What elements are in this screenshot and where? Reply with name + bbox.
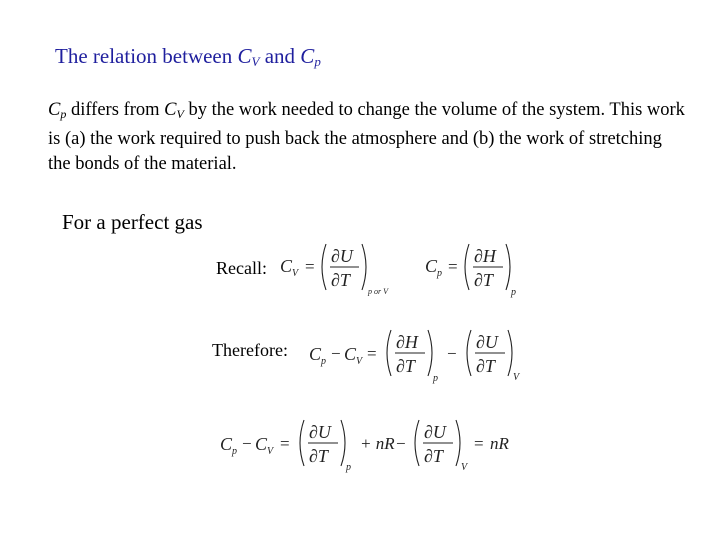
para-cp: C [48,100,61,120]
feq-plus-nr: + nR [360,434,395,453]
feq-equals: = [280,434,290,453]
teq-right-paren-2 [508,330,512,376]
para-cv-sub: V [176,107,184,121]
recall-label: Recall: [216,258,267,278]
feq-cp-sub: p [232,446,237,457]
eq1-left-paren [322,244,326,290]
therefore-label: Therefore: [212,340,288,360]
title-and: and [259,44,301,68]
para-cp-sub: p [60,107,67,121]
eq2-left-paren [465,244,469,290]
eq2-right-paren [506,244,510,290]
feq-cv: C [255,434,268,454]
explanation-paragraph [48,98,688,177]
para-text-2: by the work needed to change the volume of the system. This work is (a) the work required to push back the atmosphere and (b) the work of stretching the bonds of the material. [48,100,685,174]
teq-minus: − [331,344,341,363]
page-title [55,44,321,70]
feq-right-paren-2 [456,420,460,466]
cp-definition-equation [423,238,533,298]
feq-cp: C [220,434,233,454]
teq-num1: ∂H [396,332,418,352]
teq-cp: C [309,344,322,364]
teq-left-paren-1 [387,330,391,376]
feq-left-paren-2 [415,420,419,466]
teq-den1: ∂T [396,356,415,376]
teq-sub1: p [433,373,438,384]
eq1-lhs-sub: V [292,268,299,279]
eq2-lhs-sub: p [437,268,442,279]
teq-right-paren-1 [428,330,432,376]
feq-right-paren-1 [341,420,345,466]
teq-cv-sub: V [356,356,363,367]
feq-equals-2: = [474,434,484,453]
teq-left-paren-2 [467,330,471,376]
teq-cv: C [344,344,357,364]
teq-equals: = [367,344,377,363]
teq-den2: ∂T [476,356,495,376]
feq-rhs: nR [490,434,509,453]
feq-sub2: V [461,462,468,473]
teq-cp-sub: p [321,356,326,367]
title-cp-sub: p [314,54,321,69]
cv-definition-equation [278,238,408,298]
para-cv: C [164,100,177,120]
eq1-right-paren [362,244,366,290]
eq1-numerator: ∂U [331,246,353,266]
para-text-1: differs from [66,100,165,120]
feq-sub1: p [346,462,351,473]
teq-minus-2: − [447,344,457,363]
title-cv: C [237,44,252,68]
teq-sub2: V [513,372,520,383]
therefore-equation [307,322,527,384]
feq-cv-sub: V [267,446,274,457]
title-cv-sub: V [251,54,260,69]
teq-num2: ∂U [476,332,498,352]
title-cp: C [300,44,315,68]
feq-left-paren-1 [300,420,304,466]
eq2-numerator: ∂H [474,246,496,266]
eq1-denominator: ∂T [331,270,350,290]
feq-den2: ∂T [424,446,443,466]
title-prefix: The relation between [55,44,238,68]
eq2-lhs: C [425,256,438,276]
eq2-denominator: ∂T [474,270,493,290]
eq1-lhs: C [280,256,293,276]
eq1-subscript: p or V [368,287,388,296]
feq-minus-2: − [396,434,406,453]
feq-num1: ∂U [309,422,331,442]
eq2-equals: = [448,257,458,276]
feq-den1: ∂T [309,446,328,466]
section-heading: For a perfect gas [62,210,203,234]
feq-num2: ∂U [424,422,446,442]
eq1-equals: = [305,257,315,276]
feq-minus: − [242,434,252,453]
eq2-subscript: p [511,287,516,298]
final-equation [218,412,528,476]
